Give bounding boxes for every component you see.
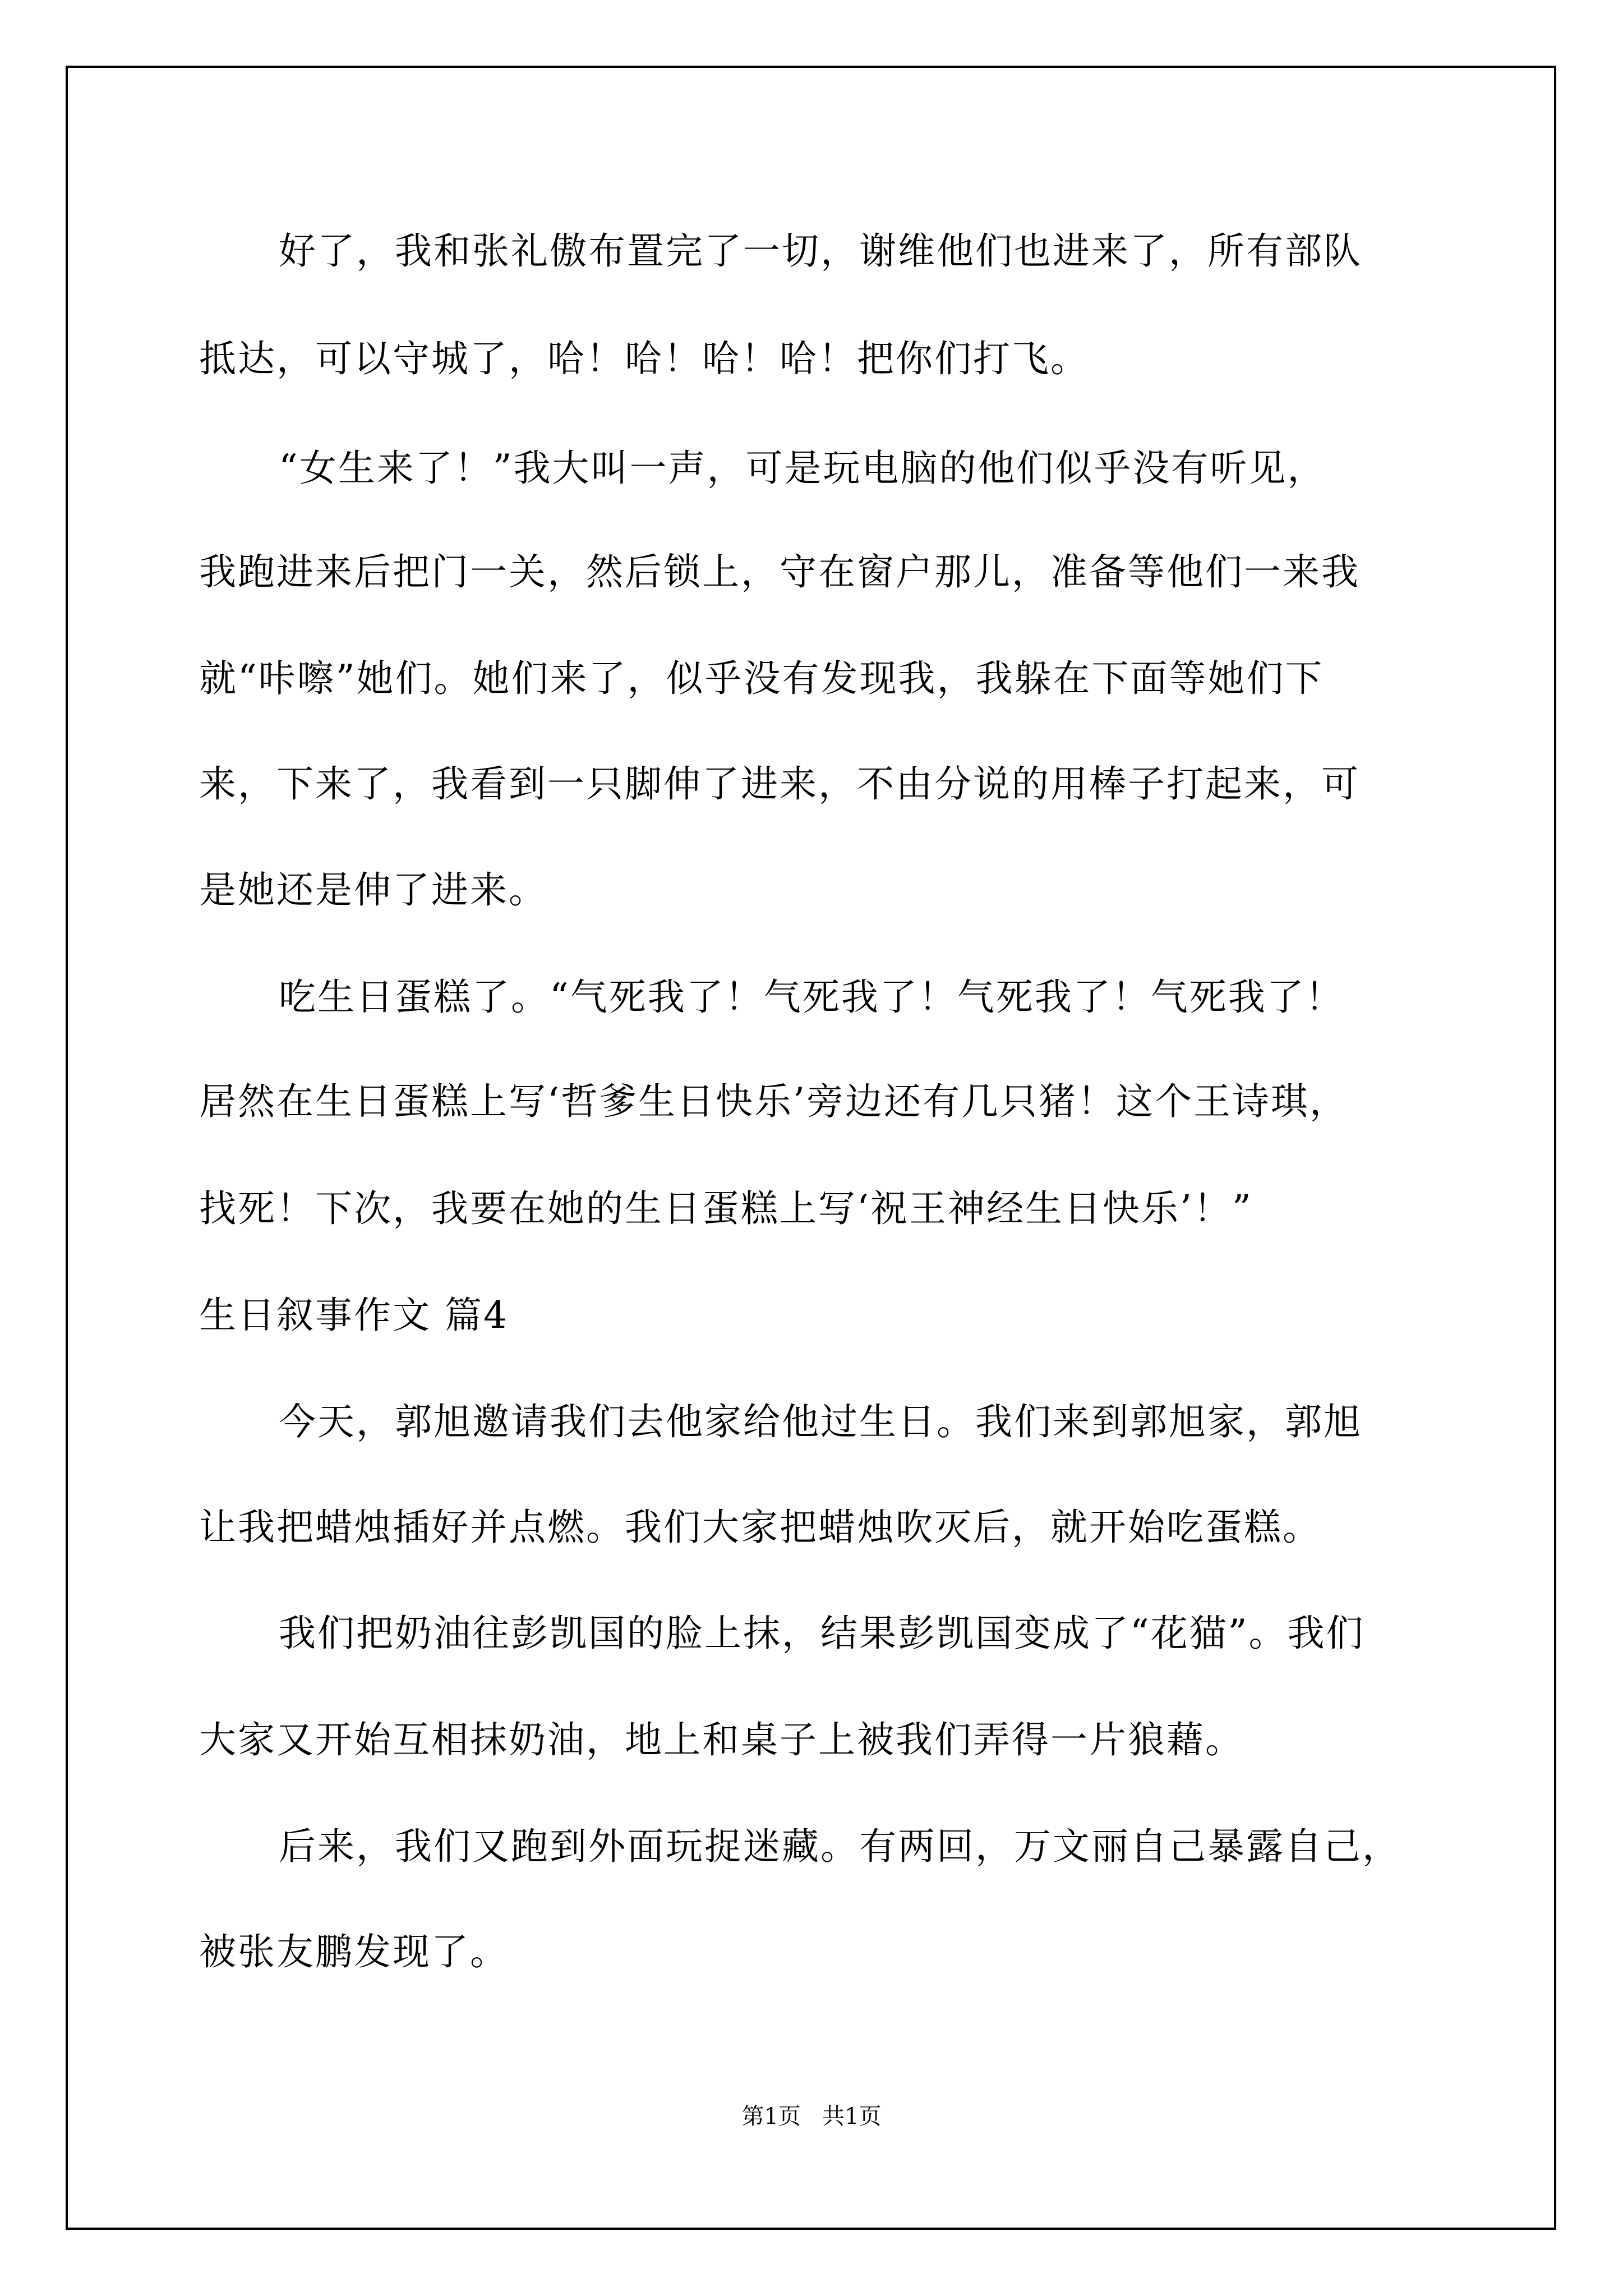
paragraph-4-line-2: 让我把蜡烛插好并点燃。我们大家把蜡烛吹灭后，就开始吃蛋糕。: [199, 1506, 1321, 1549]
page-footer: 第1页 共1页: [741, 2104, 882, 2129]
paragraph-1-line-1: 好了，我和张礼傲布置完了一切，谢维他们也进来了，所有部队: [279, 229, 1362, 273]
page-border: [66, 66, 1556, 2230]
paragraph-2-line-4: 来，下来了，我看到一只脚伸了进来，不由分说的用棒子打起来，可: [199, 762, 1360, 806]
section-heading: 生日叙事作文 篇4: [199, 1294, 509, 1337]
paragraph-5-line-2: 大家又开始互相抹奶油，地上和桌子上被我们弄得一片狼藉。: [199, 1718, 1244, 1761]
paragraph-2-line-1: “女生来了！”我大叫一声，可是玩电脑的他们似乎没有听见，: [279, 447, 1326, 490]
paragraph-6-line-1: 后来，我们又跑到外面玩捉迷藏。有两回，万文丽自己暴露自己，: [279, 1825, 1401, 1868]
paragraph-6-line-2: 被张友鹏发现了。: [199, 1930, 509, 1973]
paragraph-5-line-1: 我们把奶油往彭凯国的脸上抹，结果彭凯国变成了“花猫”。我们: [279, 1612, 1365, 1655]
paragraph-1-line-2: 抵达，可以守城了，哈！哈！哈！哈！把你们打飞。: [199, 337, 1089, 380]
paragraph-3-line-2: 居然在生日蛋糕上写‘哲爹生日快乐’旁边还有几只猪！这个王诗琪，: [199, 1080, 1348, 1123]
paragraph-4-line-1: 今天，郭旭邀请我们去他家给他过生日。我们来到郭旭家，郭旭: [279, 1400, 1362, 1443]
paragraph-2-line-5: 是她还是伸了进来。: [199, 868, 547, 912]
paragraph-2-line-3: 就“咔嚓”她们。她们来了，似乎没有发现我，我躲在下面等她们下: [199, 657, 1324, 700]
paragraph-3-line-1: 吃生日蛋糕了。“气死我了！气死我了！气死我了！气死我了！: [279, 976, 1344, 1019]
paragraph-2-line-2: 我跑进来后把门一关，然后锁上，守在窗户那儿，准备等他们一来我: [199, 550, 1360, 593]
paragraph-3-line-3: 找死！下次，我要在她的生日蛋糕上写‘祝王神经生日快乐’！”: [199, 1187, 1253, 1230]
